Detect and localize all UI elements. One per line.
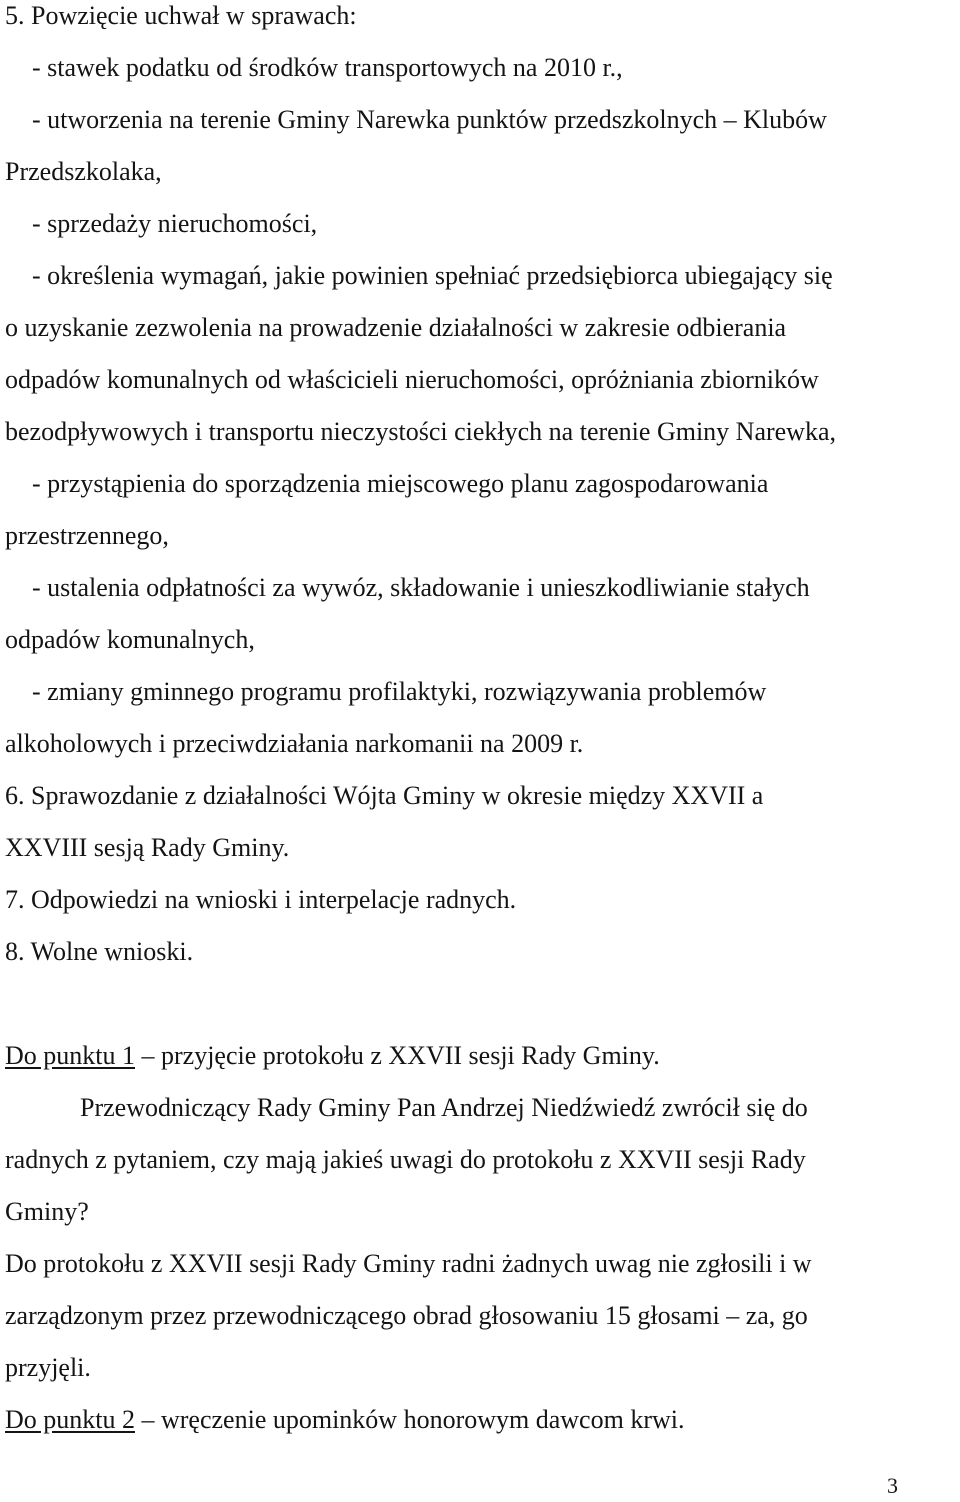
point-1-title: – przyjęcie protokołu z XXVII sesji Rady Gminy.	[135, 1041, 660, 1070]
agenda-subitem: - sprzedaży nieruchomości,	[32, 209, 318, 238]
agenda-subitem-continuation: o uzyskanie zezwolenia na prowadzenie działalności w zakresie odbierania	[5, 313, 787, 342]
agenda-subitem: - określenia wymagań, jakie powinien spełniać przedsiębiorca ubiegający się	[32, 261, 833, 290]
point-2-heading	[5, 1404, 684, 1436]
agenda-subitem-continuation: przestrzennego,	[5, 521, 169, 550]
agenda-subitem-continuation: odpadów komunalnych,	[5, 625, 255, 654]
agenda-subitem: - zmiany gminnego programu profilaktyki, rozwiązywania problemów	[32, 677, 767, 706]
point-2-label: Do punktu 2	[5, 1405, 135, 1434]
agenda-subitem-continuation: bezodpływowych i transportu nieczystości ciekłych na terenie Gminy Narewka,	[5, 417, 836, 446]
agenda-item-8: 8. Wolne wnioski.	[5, 937, 194, 966]
agenda-subitem-continuation: odpadów komunalnych od właścicieli nieruchomości, opróżniania zbiorników	[5, 365, 819, 394]
agenda-subitem-continuation: Przedszkolaka,	[5, 157, 162, 186]
agenda-subitem: - utworzenia na terenie Gminy Narewka punktów przedszkolnych – Klubów	[32, 105, 827, 134]
agenda-item-5-heading: 5. Powzięcie uchwał w sprawach:	[5, 1, 357, 30]
agenda-subitem: - przystąpienia do sporządzenia miejscowego planu zagospodarowania	[32, 469, 769, 498]
point-1-paragraph-line: Gminy?	[5, 1197, 89, 1226]
agenda-subitem: - ustalenia odpłatności za wywóz, składowanie i unieszkodliwianie stałych	[32, 573, 810, 602]
point-1-paragraph-line: Przewodniczący Rady Gminy Pan Andrzej Niedźwiedź zwrócił się do	[80, 1093, 808, 1122]
agenda-item-7: 7. Odpowiedzi na wnioski i interpelacje radnych.	[5, 885, 517, 914]
agenda-item-6: 6. Sprawozdanie z działalności Wójta Gminy w okresie między XXVII a	[5, 781, 764, 810]
agenda-subitem: - stawek podatku od środków transportowych na 2010 r.,	[32, 53, 623, 82]
point-1-paragraph-line: radnych z pytaniem, czy mają jakieś uwagi do protokołu z XXVII sesji Rady	[5, 1145, 806, 1174]
point-1-heading	[5, 1040, 660, 1072]
point-1-paragraph-line: zarządzonym przez przewodniczącego obrad głosowaniu 15 głosami – za, go	[5, 1301, 808, 1330]
page-number: 3	[887, 1473, 898, 1498]
point-1-paragraph-line: przyjęli.	[5, 1353, 91, 1382]
point-1-paragraph-line: Do protokołu z XXVII sesji Rady Gminy radni żadnych uwag nie zgłosili i w	[5, 1249, 812, 1278]
point-1-label: Do punktu 1	[5, 1041, 135, 1070]
agenda-subitem-continuation: alkoholowych i przeciwdziałania narkomanii na 2009 r.	[5, 729, 584, 758]
agenda-item-6-continuation: XXVIII sesją Rady Gminy.	[5, 833, 290, 862]
point-2-title: – wręczenie upominków honorowym dawcom krwi.	[135, 1405, 685, 1434]
